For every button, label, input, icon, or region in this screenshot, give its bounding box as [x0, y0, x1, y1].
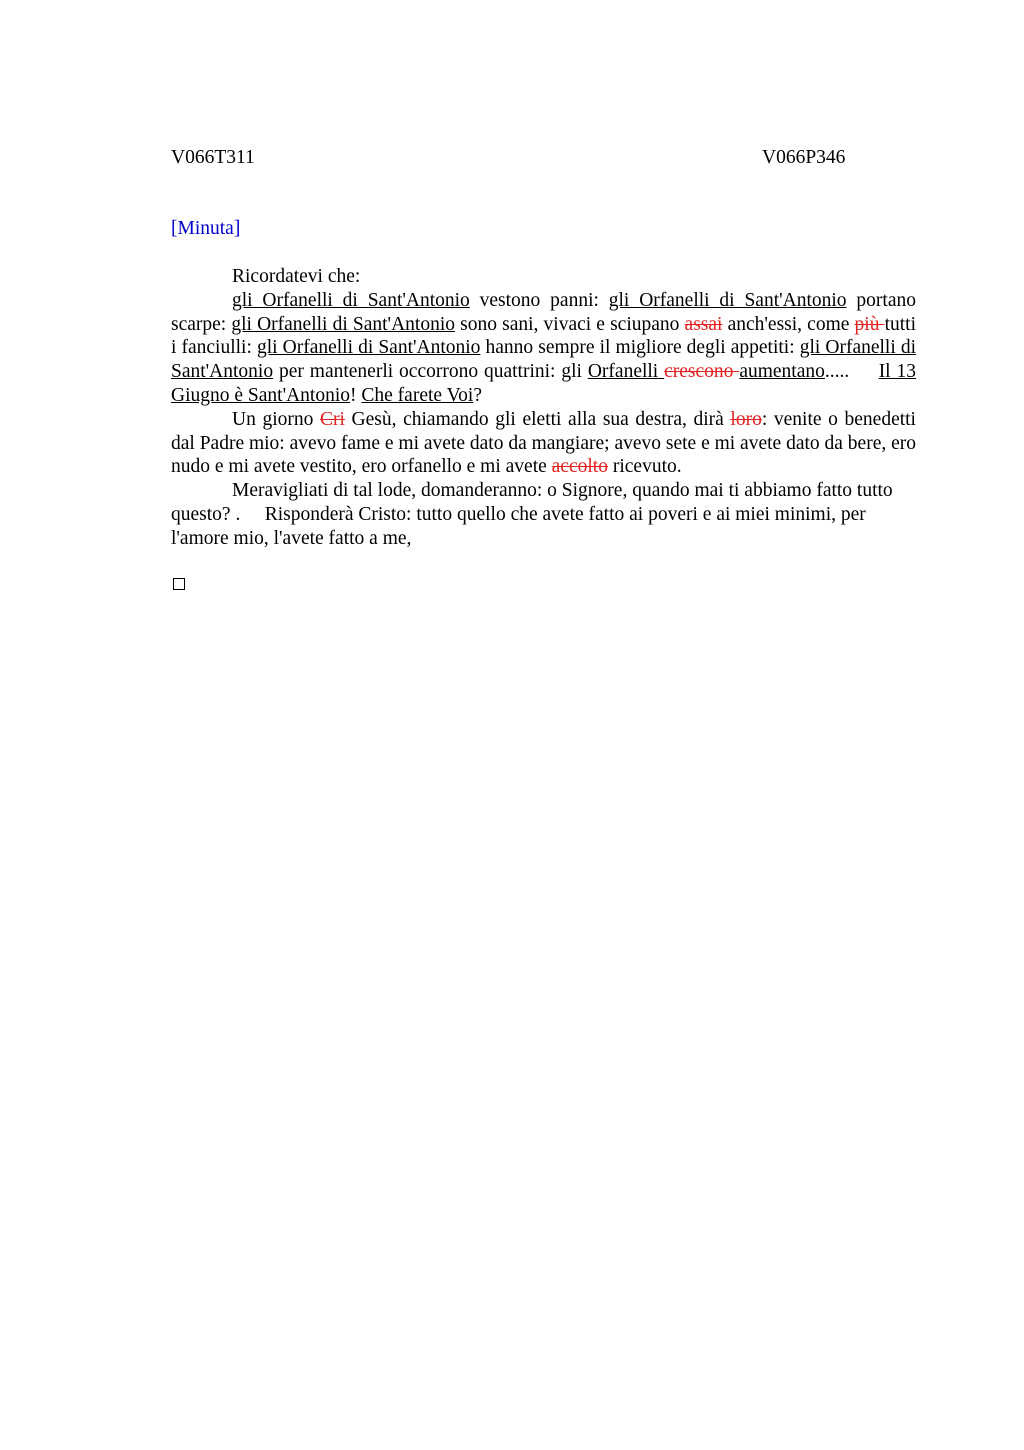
- document-code-left: V066T311: [171, 147, 255, 168]
- editorial-note: [Minuta]: [171, 218, 241, 239]
- underlined-text: gli Orfanelli di Sant'Antonio: [231, 313, 455, 335]
- underlined-text: Il 13 Giugno è Sant'Antonio: [171, 361, 916, 406]
- underlined-text: gli Orfanelli di Sant'Antonio: [608, 289, 847, 311]
- text-span: hanno sempre il migliore degli appetiti:: [480, 337, 800, 359]
- text-span: anch'essi, come: [722, 313, 855, 335]
- paragraph-meravigliati: [171, 479, 916, 550]
- text-span: Meravigliati di tal lode, domanderanno: o Signore, quando mai ti abbiamo fatto tutto questo? . Risponderà Cristo: tutto quello che avete fatto ai poveri e ai miei minimi, per l'amore mio, l'avete fatto a me,: [171, 480, 898, 549]
- underlined-text: Che farete Voi: [361, 384, 474, 406]
- text-span: !: [350, 384, 362, 406]
- text-span: Gesù, chiamando gli eletti alla sua destra, dirà: [344, 408, 731, 430]
- underlined-text: Orfanelli: [587, 361, 659, 383]
- deleted-text: Cri: [319, 408, 345, 430]
- deleted-text: crescono: [664, 361, 740, 383]
- text-span: ricevuto.: [607, 456, 682, 478]
- text-span: .....: [824, 361, 879, 383]
- underlined-text: gli Orfanelli di Sant'Antonio: [171, 337, 917, 383]
- text-span: Ricordatevi che:: [232, 266, 361, 287]
- text-span: ?: [473, 384, 482, 406]
- deleted-text: assai: [684, 313, 723, 335]
- text-span: portano scarpe:: [171, 289, 916, 335]
- underlined-text: gli Orfanelli di Sant'Antonio: [232, 289, 470, 311]
- text-span: sono sani, vivaci e sciupano: [455, 313, 685, 335]
- paragraph-orfanelli: [171, 289, 916, 408]
- underlined-text: gli Orfanelli di Sant'Antonio: [256, 337, 481, 359]
- deleted-text: accolto: [551, 456, 608, 478]
- text-span: Un giorno: [232, 408, 320, 430]
- letter-body: [171, 265, 916, 551]
- paragraph-intro: [171, 265, 916, 289]
- deleted-text: loro: [730, 408, 762, 430]
- paragraph-giorno: [171, 408, 916, 479]
- text-span: per mantenerli occorrono quattrini: gli: [273, 361, 588, 383]
- deleted-text: più: [854, 313, 885, 335]
- text-span: : venite o benedetti dal Padre mio: avevo fame e mi avete dato da mangiare; avevo sete e mi avete dato da bere, ero nudo e mi avete vestito, ero orfanello e mi avete: [171, 408, 916, 478]
- document-code-right: V066P346: [762, 147, 846, 168]
- text-span: vestono panni:: [469, 289, 609, 311]
- underlined-text: aumentano: [739, 361, 825, 383]
- checkbox-square-icon: [173, 578, 185, 590]
- text-span: tutti i fanciulli:: [171, 313, 917, 359]
